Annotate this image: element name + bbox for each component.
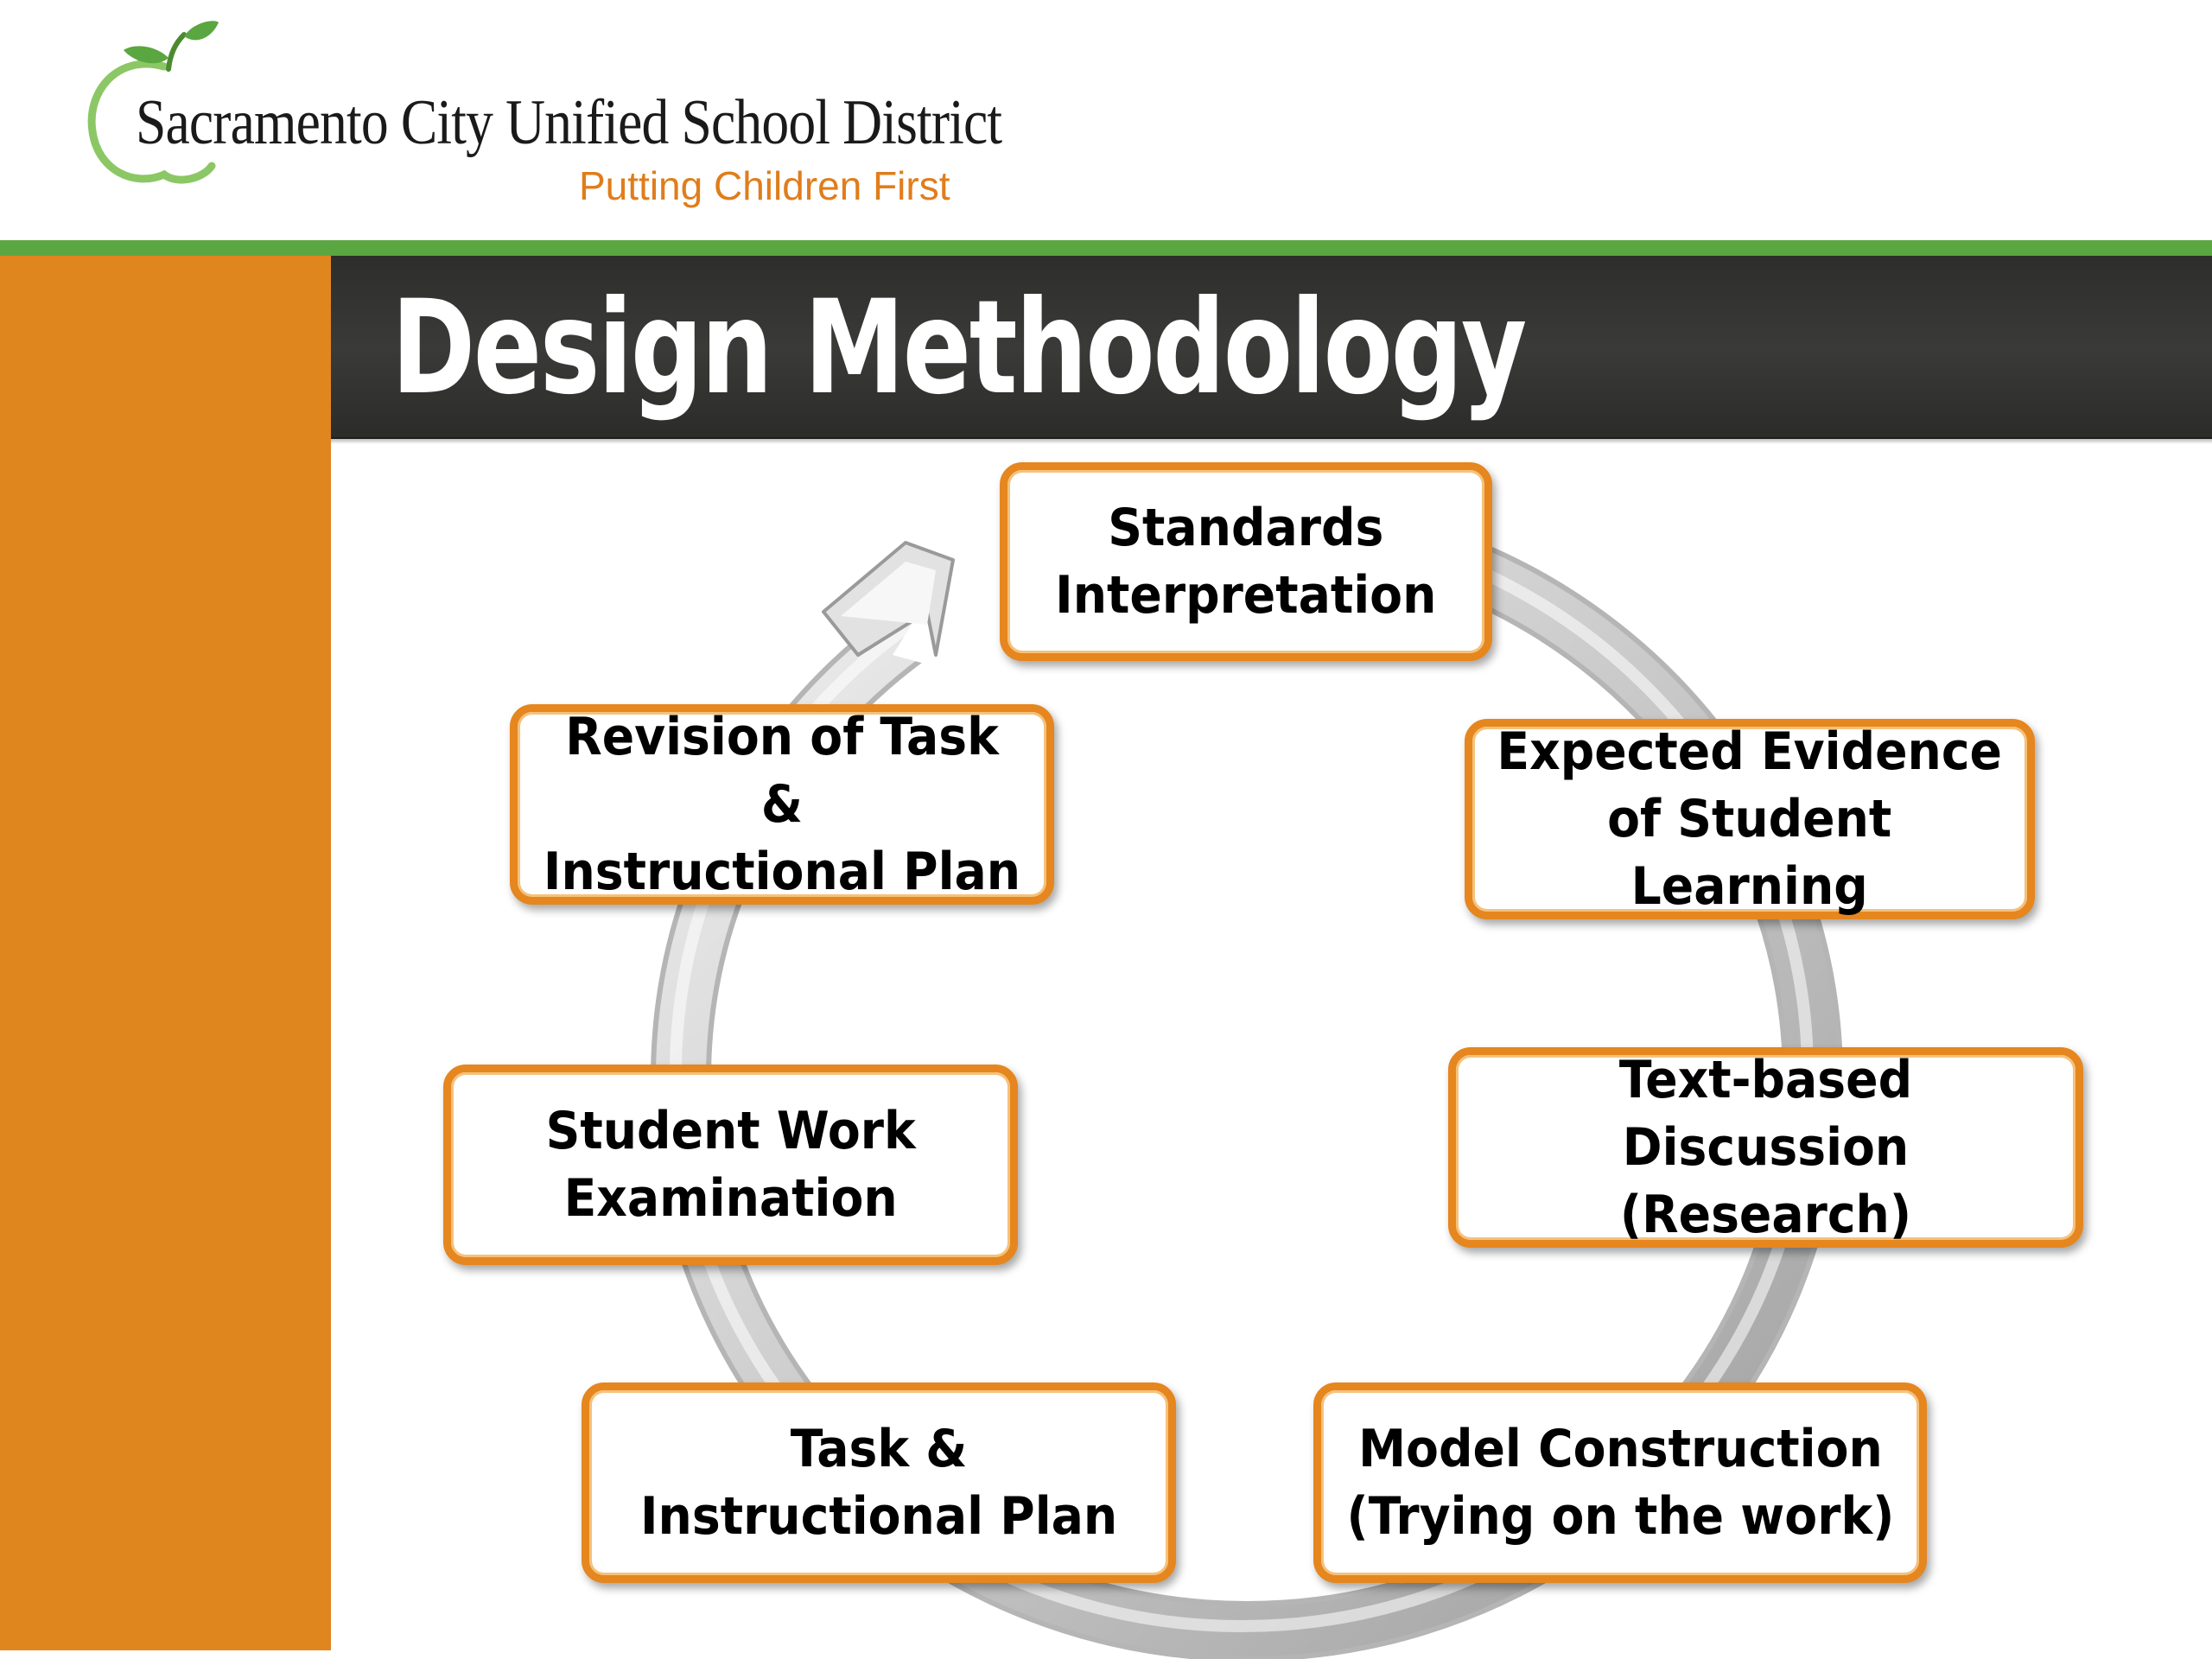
district-name: Sacramento City Unified School District (136, 87, 1002, 158)
node-label: Text-based Discussion (Research) (1618, 1050, 1913, 1245)
node-label: Standards Interpretation (1055, 498, 1437, 626)
node-revision-of-task (510, 704, 1054, 905)
node-label: Task & Instructional Plan (639, 1419, 1118, 1547)
node-label: Revision of Task & Instructional Plan (543, 707, 1021, 902)
header-divider (0, 240, 2212, 256)
node-expected-evidence (1465, 719, 2035, 919)
side-accent-bar (0, 256, 331, 1650)
district-logo (82, 19, 1033, 218)
node-model-construction (1313, 1382, 1927, 1583)
slide-title: Design Methodology (391, 273, 1525, 423)
node-label: Expected Evidence of Student Learning (1497, 721, 2003, 917)
node-text-based-discussion (1448, 1047, 2083, 1248)
title-banner (331, 256, 2212, 439)
node-label: Student Work Examination (545, 1101, 916, 1229)
node-student-work-examination (443, 1065, 1018, 1265)
node-standards-interpretation (1000, 462, 1492, 661)
node-label: Model Construction (Trying on the work) (1346, 1419, 1894, 1547)
node-task-instructional-plan (582, 1382, 1176, 1583)
district-tagline: Putting Children First (579, 163, 950, 208)
